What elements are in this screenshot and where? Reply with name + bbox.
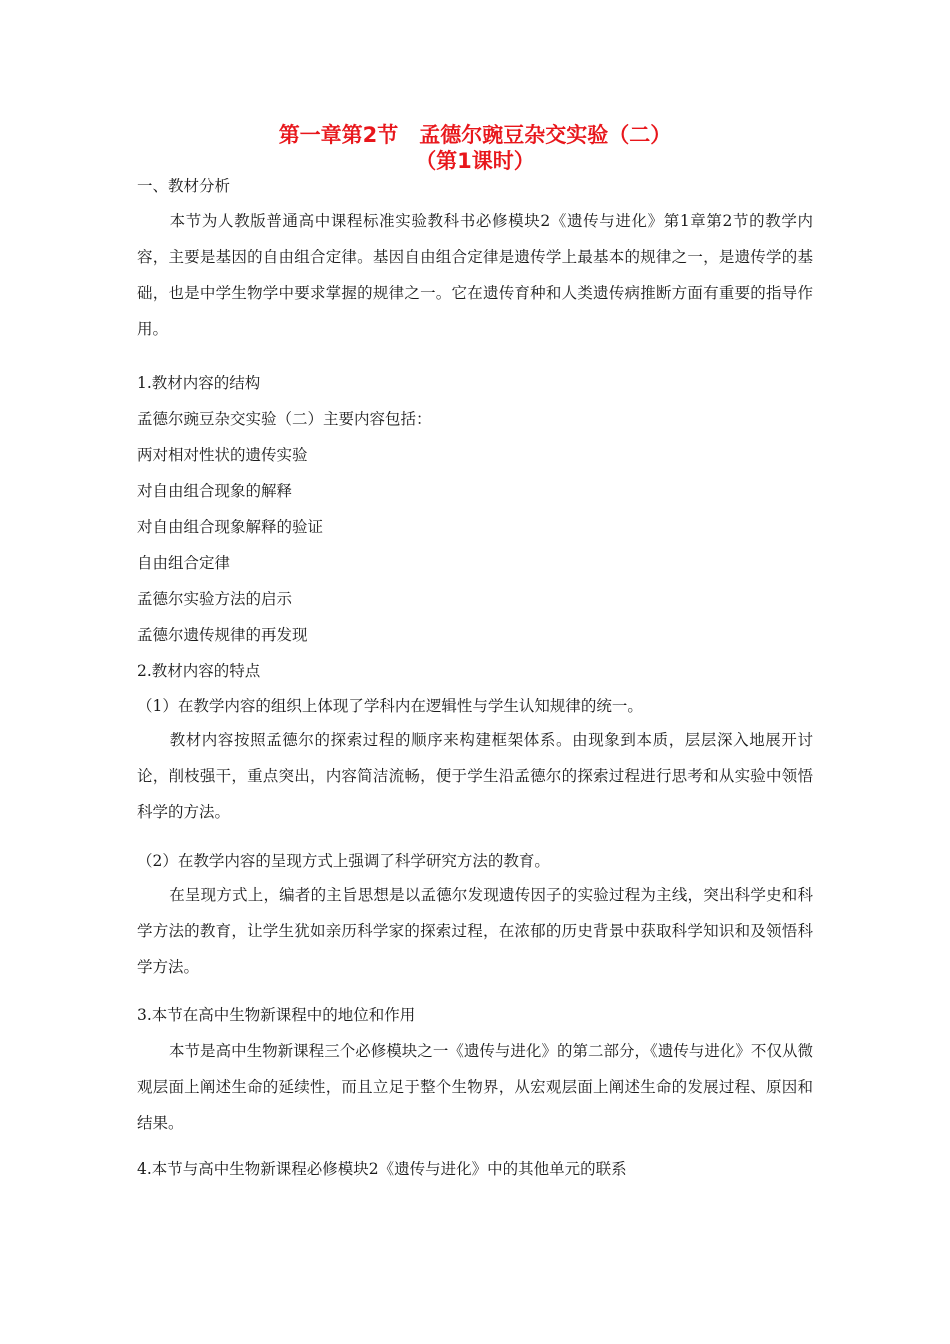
intro-paragraph	[137, 203, 813, 347]
list-item: 对自由组合现象解释的验证	[137, 518, 324, 536]
list-item: 两对相对性状的遗传实验	[137, 446, 308, 464]
point-heading: （1）在教学内容的组织上体现了学科内在逻辑性与学生认知规律的统一。	[137, 697, 643, 715]
subsection-heading: 3.本节在高中生物新课程中的地位和作用	[137, 1006, 416, 1024]
subsection-heading: 2.教材内容的特点	[137, 662, 261, 680]
structure-lead: 孟德尔豌豆杂交实验（二）主要内容包括：	[137, 410, 432, 428]
point2-paragraph-text: 在呈现方式上，编者的主旨思想是以孟德尔发现遗传因子的实验过程为主线，突出科学史和科学方法的教育，让学生犹如亲历科学家的探索过程，在浓郁的历史背景中获取科学知识和及领悟科学方法。	[137, 886, 813, 976]
document-subtitle: （第1课时）	[415, 149, 535, 173]
document-title: 第一章第2节 孟德尔豌豆杂交实验（二）	[278, 123, 672, 147]
subsection-heading: 1.教材内容的结构	[137, 374, 261, 392]
intro-paragraph-text: 本节为人教版普通高中课程标准实验教科书必修模块2《遗传与进化》第1章第2节的教学内容，主要是基因的自由组合定律。基因自由组合定律是遗传学上最基本的规律之一，是遗传学的基础，也是中学生物学中要求掌握的规律之一。它在遗传育种和人类遗传病推断方面有重要的指导作用。	[137, 212, 813, 338]
point1-paragraph	[137, 722, 813, 830]
sub3-paragraph-text: 本节是高中生物新课程三个必修模块之一《遗传与进化》的第二部分，《遗传与进化》不仅从微观层面上阐述生命的延续性，而且立足于整个生物界，从宏观层面上阐述生命的发展过程、原因和结果。	[137, 1042, 813, 1132]
list-item: 孟德尔遗传规律的再发现	[137, 626, 308, 644]
list-item: 对自由组合现象的解释	[137, 482, 293, 500]
list-item: 孟德尔实验方法的启示	[137, 590, 293, 608]
point-heading: （2）在教学内容的呈现方式上强调了科学研究方法的教育。	[137, 852, 550, 870]
point1-paragraph-text: 教材内容按照孟德尔的探索过程的顺序来构建框架体系。由现象到本质，层层深入地展开讨论，削枝强干，重点突出，内容简洁流畅，便于学生沿孟德尔的探索过程进行思考和从实验中领悟科学的方法。	[137, 731, 813, 821]
section-heading: 一、教材分析	[137, 177, 231, 195]
subsection-heading: 4.本节与高中生物新课程必修模块2《遗传与进化》中的其他单元的联系	[137, 1160, 627, 1178]
point2-paragraph	[137, 877, 813, 985]
sub3-paragraph	[137, 1033, 813, 1141]
list-item: 自由组合定律	[137, 554, 231, 572]
